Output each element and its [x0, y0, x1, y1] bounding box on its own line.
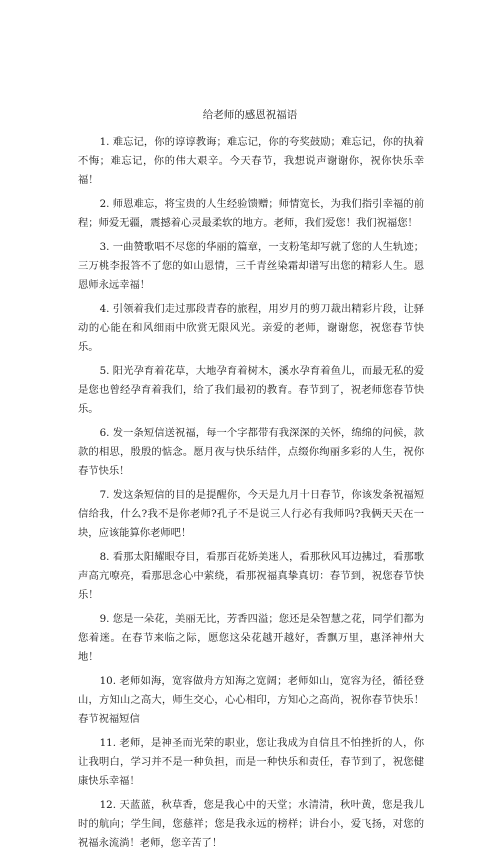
paragraph-6: 6. 发一条短信送祝福，每一个字都带有我深深的关怀，绵绵的问候，款款的相思，殷殷的惦念。愿月夜与快乐结伴，点缀你绚丽多彩的人生，祝你春节快乐！: [78, 427, 424, 477]
paragraph-12: 12. 天蓝蓝，秋草香，您是我心中的天堂；水清清，秋叶黄，您是我儿时的航向；学生间，您慈祥；您是我永远的榜样；讲台小，爱飞扬，对您的祝福永流淌！老师，您辛苦了！: [78, 799, 424, 849]
document-title: 给老师的感恩祝福语: [202, 109, 298, 121]
paragraph-1: 1. 难忘记，你的谆谆教诲；难忘记，你的夸奖鼓励；难忘记，你的执着不悔；难忘记，你的伟大艰辛。今天春节，我想说声谢谢你，祝你快乐幸福！: [78, 136, 424, 186]
paragraph-10: 10. 老师如海，宽容做舟方知海之宽阔；老师如山，宽容为径，循径登山，方知山之高大，师生交心，心心相印，方知心之高尚，祝你春节快乐！春节祝福短信: [78, 675, 424, 725]
paragraph-7: 7. 发这条短信的目的是提醒你，今天是九月十日春节，你该发条祝福短信给我，什么?我不是你老师?孔子不是说三人行必有我师吗?我俩天天在一块，应该能算你老师吧！: [78, 489, 424, 539]
paragraph-4: 4. 引领着我们走过那段青春的旅程，用岁月的剪刀裁出精彩片段，让驿动的心能在和风细雨中欣赏无限风光。亲爱的老师，谢谢您，祝您春节快乐。: [78, 303, 424, 353]
paragraph-2: 2. 师恩难忘，将宝贵的人生经验馈赠；师情宽长，为我们指引幸福的前程；师爱无疆，震撼着心灵最柔软的地方。老师，我们爱您！我们祝福您！: [78, 198, 424, 229]
paragraph-11: 11. 老师，是神圣而光荣的职业，您让我成为自信且不怕挫折的人，你让我明白，学习并不是一种负担，而是一种快乐和责任，春节到了，祝您健康快乐幸福！: [78, 737, 424, 787]
paragraph-9: 9. 您是一朵花，美丽无比，芳香四溢；您还是朵智慧之花，同学们都为您着迷。在春节来临之际，愿您这朵花越开越好，香飘万里，惠泽神州大地！: [78, 613, 424, 663]
paragraph-5: 5. 阳光孕育着花草，大地孕育着树木，溪水孕育着鱼儿，而最无私的爱是您也曾经孕育着我们，给了我们最初的教育。春节到了，祝老师您春节快乐。: [78, 365, 424, 415]
document-body: [78, 133, 424, 853]
paragraph-3: 3. 一曲赞歌唱不尽您的华丽的篇章，一支粉笔却写就了您的人生轨迹；三万桃李报答不了您的如山恩情，三千青丝染霜却谱写出您的精彩人生。恩恩师永远幸福！: [78, 241, 424, 291]
paragraph-8: 8. 看那太阳耀眼夺目，看那百花娇美迷人，看那秋风耳边拂过，看那歌声高亢嘹亮，看那思念心中萦绕，看那祝福真挚真切：春节到，祝您春节快乐！: [78, 551, 424, 601]
